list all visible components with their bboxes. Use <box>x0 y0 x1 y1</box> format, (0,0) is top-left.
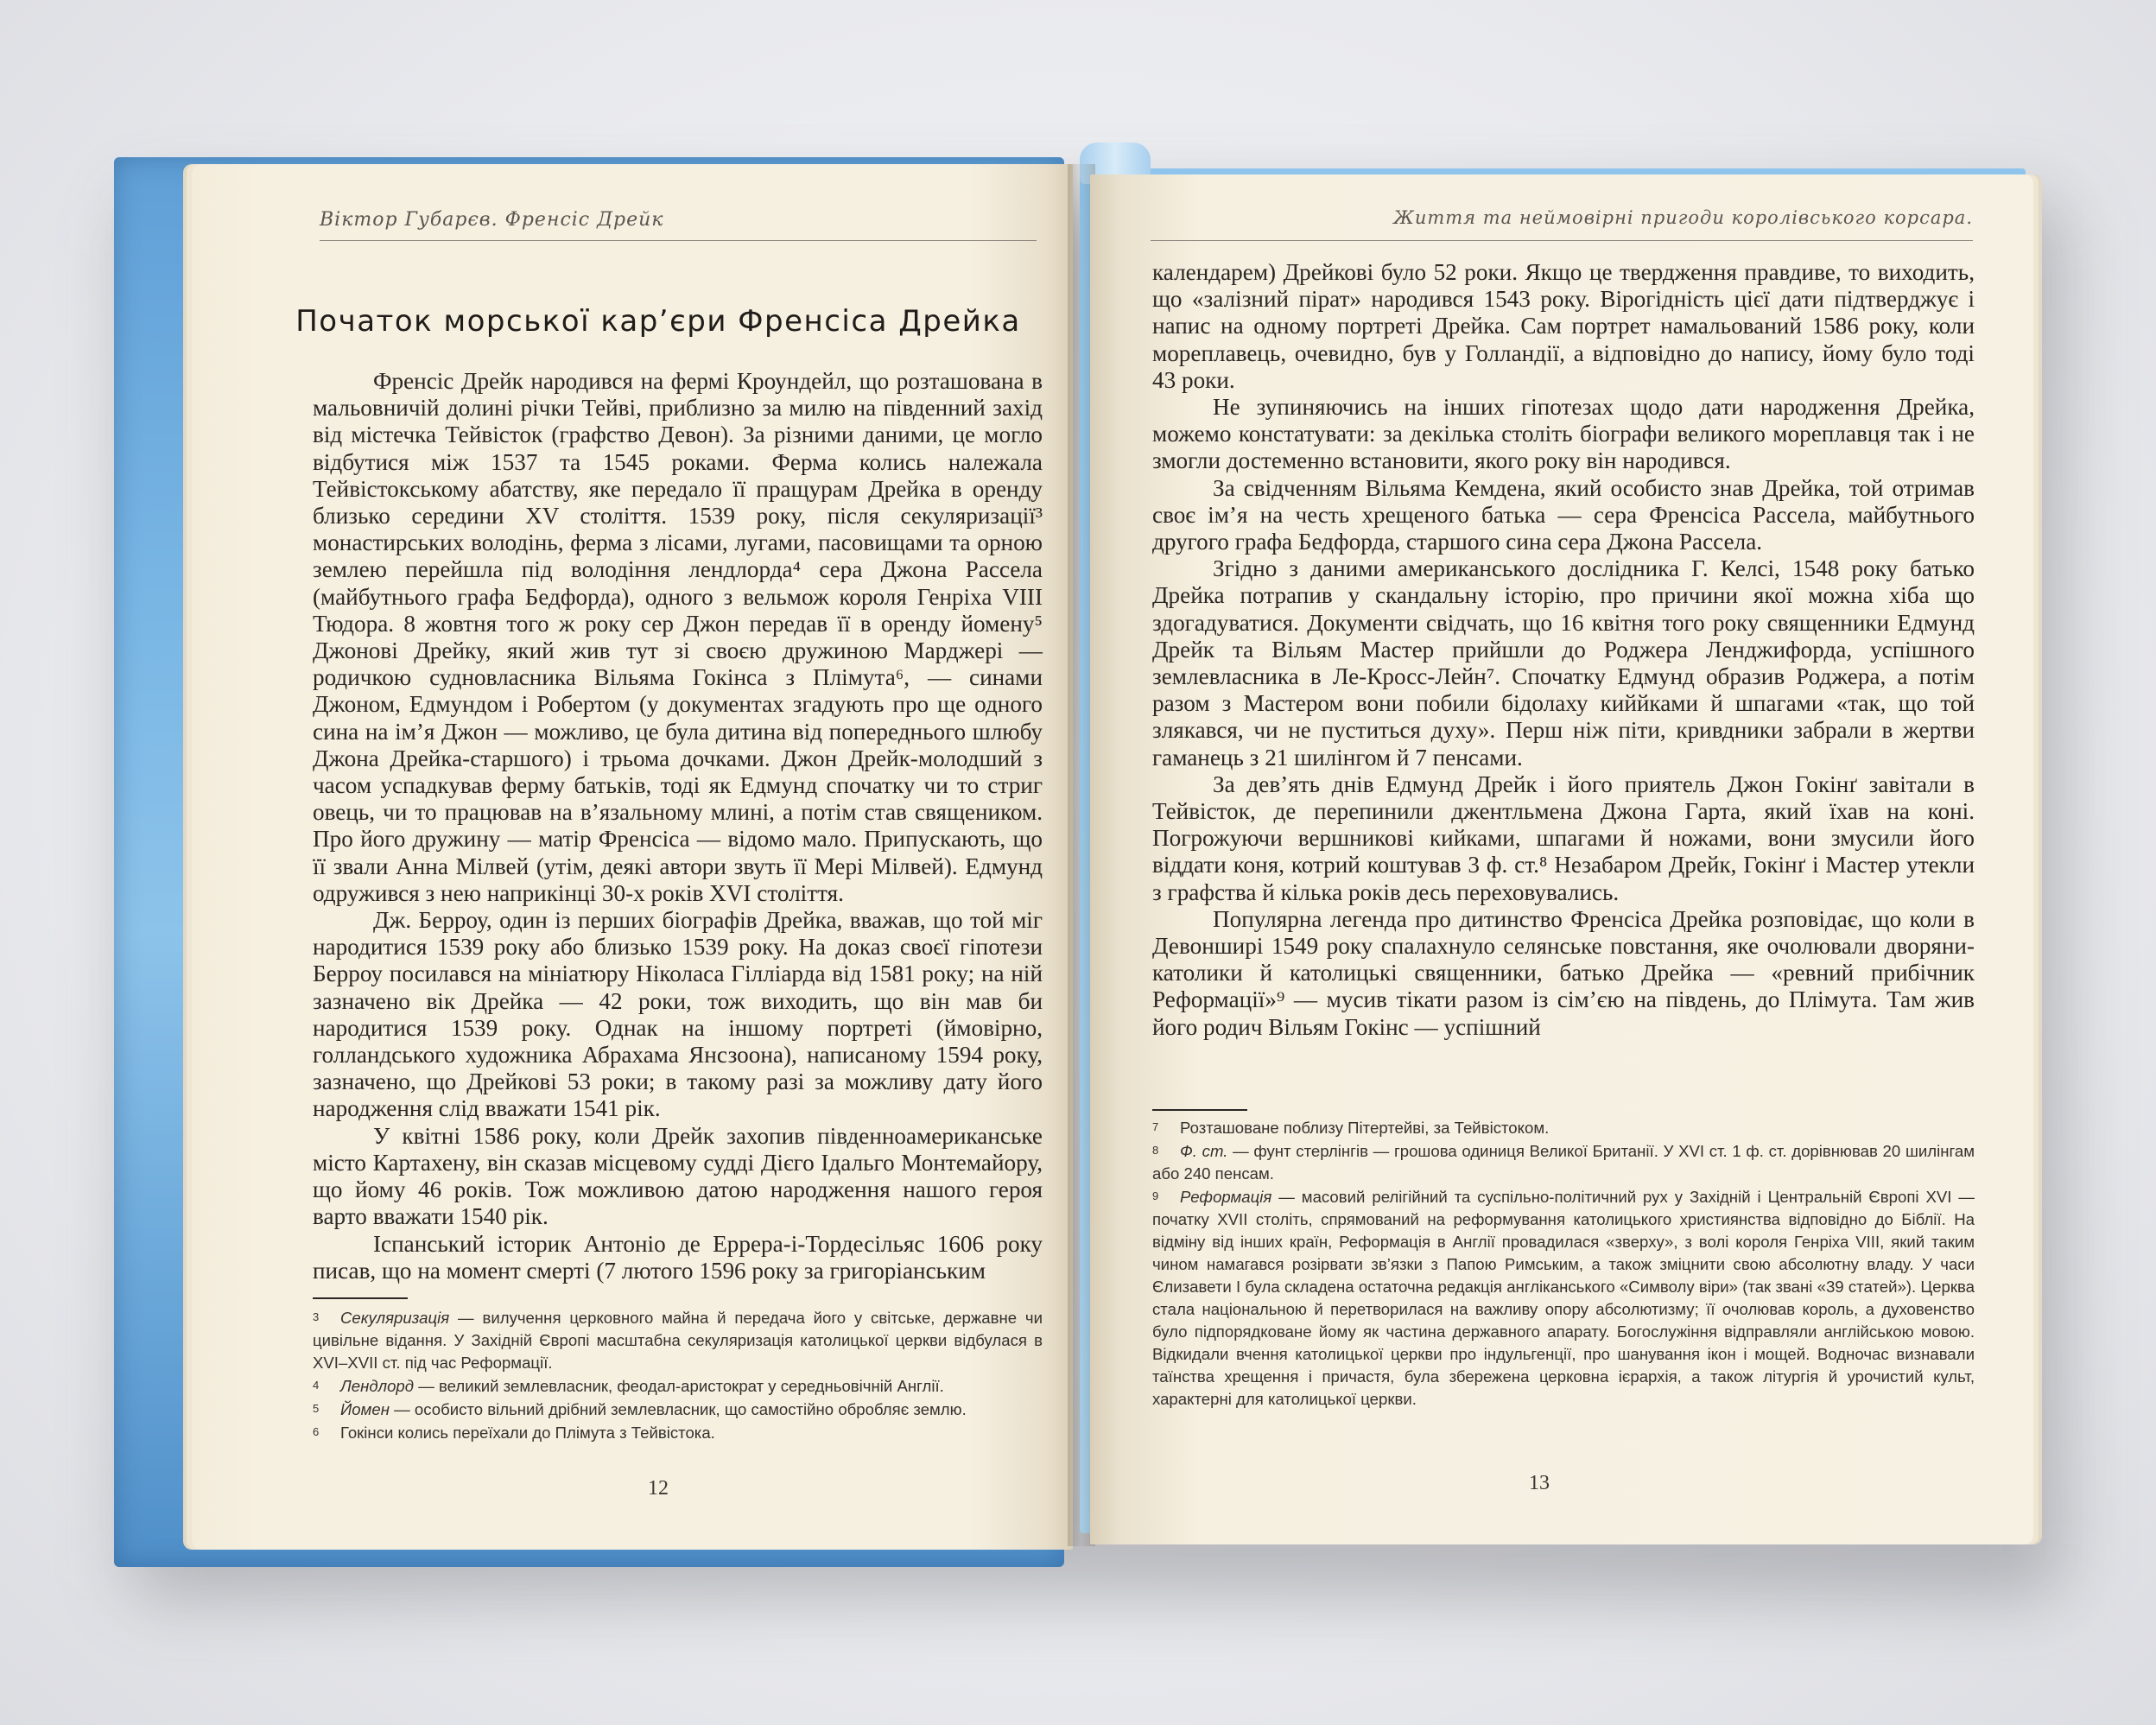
paragraph: Згідно з даними американського дослідника Г. Келсі, 1548 року батько Дрейка потрапив у скандальну історію, про причини якої можна хіба що здогадуватися. Документи свідчать, що 16 квітня того року священники Едмунд Дрейк та Вільям Мастер прийшли до Роджера Ленджифорда, успішного землевласника в Ле-Кросс-Лейн⁷. Спочатку Едмунд образив Роджера, а потім разом з Мастером вони побили бідолаху киййками й шпагами «так, що той злякався, чи не пуститься духу». Перш ніж піти, кривдники забрали в жертви гаманець з 21 шилінгом й 7 пенсами. <box>1152 555 1975 771</box>
header-rule-left <box>320 240 1037 241</box>
paragraph: Дж. Берроу, один із перших біографів Дрейка, вважав, що той міг народитися 1539 року або близько 1539 року. На доказ своєї гіпотези Берроу посилався на мініатюру Ніколаса Гілліарда від 1581 року; на ній зазначено вік Дрейка — 42 роки, тож виходить, що він мав би народитися 1539 року. Однак на іншому портреті (ймовірно, голландського художника Абрахама Янсзоона), написаному 1594 року, зазначено, що Дрейкові 53 роки; в такому разі за можливу дату його народження слід вважати 1541 рік. <box>313 907 1043 1122</box>
paragraph: У квітні 1586 року, коли Дрейк захопив південноамериканське місто Картахену, він сказав місцевому судді Дієго Ідальго Монтемайору, що йому 46 років. Тож можливою датою народження нашого героя варто вважати 1540 рік. <box>313 1122 1043 1230</box>
footnote: 9 Реформація — масовий релігійний та суспільно-політичний рух у Західній і Центральній Європі XVI — початку XVII століть, спрямований на реформування католицького християнства відповідно до Біблії. На відміну від інших країн, Реформація в Англії провадилася «зверху», з волі короля Генріха VIII, який таким чином намагався розірвати зв’язки з Папою Римським, а також зміцнити свою абсолютну владу. У часи Єлизавети I була складена остаточна редакція англіканського «Символу віри» (так звані «39 статей»). Церква стала національною й перетворилася на важливу опору абсолютизму; її очолював король, а духовенство було підпорядковане йому як частина державного апарату. Богослужіння відправляли англійською мовою. Відкидали вчення католицької церкви про індульгенції, про шанування ікон і мощей. Водночас визнавали таїнства хрещення і причастя, була збережена церковна ієрархія, а також літургія й урочистий культ, характерні для католицької церкви. <box>1152 1188 1975 1408</box>
paragraph: Популярна легенда про дитинство Френсіса Дрейка розповідає, що коли в Девонширі 1549 року спалахнуло селянське повстання, яке очолювали дворяни-католики й католицькі священники, батько Дрейка — «ревний прибічник Реформації»⁹ — мусив тікати разом із сім’єю на південь, до Плімута. Там жив його родич Вільям Гокінс — успішний <box>1152 905 1975 1040</box>
paragraph: За свідченням Вільяма Кемдена, який особисто знав Дрейка, той отримав своє ім’я на честь хрещеного батька — сера Френсіса Рассела, майбутнього другого графа Бедфорда, старшого сина сера Джона Рассела. <box>1152 474 1975 555</box>
right-footnotes <box>1152 1116 1975 1411</box>
chapter-title: Початок морської кар’єри Френсіса Дрейка <box>295 304 1021 339</box>
page-number-right: 13 <box>1529 1472 1550 1494</box>
footnote: 6 Гокінси колись переїхали до Плімута з Тейвістока. <box>313 1424 715 1442</box>
footnote-rule-right <box>1152 1109 1247 1111</box>
running-head-right: Життя та неймовірні пригоди королівського корсара. <box>1393 207 1973 228</box>
running-head-left: Віктор Губарєв. Френсіс Дрейк <box>320 209 664 231</box>
paragraph: За дев’ять днів Едмунд Дрейк і його приятель Джон Гокінґ завітали в Тейвісток, де перепинили джентльмена Джона Гарта, який їхав на коні. Погрожуючи вершникові кийками, шпагами й ножами, вони змусили його віддати коня, котрий коштував 3 ф. ст.⁸ Незабаром Дрейк, Гокінґ і Мастер утекли з графства й кілька років десь переховувались. <box>1152 771 1975 905</box>
paragraph: Френсіс Дрейк народився на фермі Кроундейл, що розташована в мальовничій долині річки Тейві, приблизно за милю на південний захід від містечка Тейвісток (графство Девон). За різними даними, це могло відбутися між 1537 та 1545 роками. Ферма колись належала Тейвістокському абатству, яке передало її пращурам Дрейка в оренду близько середини XV століття. 1539 року, після секуляризації³ монастирських володінь, ферма з лісами, лугами, пасовищами та орною землею перейшла під володіння лендлорда⁴ сера Джона Рассела (майбутнього графа Бедфорда), одного з вельмож короля Генріха VIII Тюдора. 8 жовтня того ж року сер Джон передав її в оренду йомену⁵ Джонові Дрейку, який жив тут зі своєю дружиною Марджері — родичкою судновласника Вільяма Гокінса з Плімута⁶, — синами Джоном, Едмундом і Робертом (у документах згадують про ще одного сина на ім’я Джон — можливо, це була дитина від попереднього шлюбу Джона Дрейка-старшого) і трьома дочками. Джон Дрейк-молодший з часом успадкував ферму батьків, тоді як Едмунд спочатку чи то стриг овець, чи то працював на в’язальному млині, а потім став священиком. Про його дружину — матір Френсіса — відомо мало. Припускають, що її звали Анна Мілвей (утім, деякі автори звуть її Мері Мілвей). Едмунд одружився з нею наприкінці 30-х років XVI століття. <box>313 368 1043 906</box>
footnote: 7 Розташоване поблизу Пітертейві, за Тейвістоком. <box>1152 1119 1550 1137</box>
page-number-left: 12 <box>648 1477 669 1500</box>
right-page <box>1090 174 2033 1544</box>
footnote: 8 Ф. ст. — фунт стерлінгів — грошова одиниця Великої Британії. У XVI ст. 1 ф. ст. дорівнював 20 шилінгам або 240 пенсам. <box>1152 1142 1975 1183</box>
left-page <box>192 164 1073 1550</box>
paragraph: календарем) Дрейкові було 52 роки. Якщо це твердження правдиве, то виходить, що «залізний пірат» народився 1543 року. Вірогідність цієї дати підтверджує і напис на одному портреті Дрейка. Сам портрет намальований 1586 року, коли мореплавець, очевидно, був у Голландії, а відповідно до напису, йому було тоді 43 роки. <box>1152 259 1975 393</box>
right-body-text <box>1152 259 1975 1261</box>
left-footnotes <box>313 1306 1043 1444</box>
footnote: 4 Лендлорд — великий землевласник, феодал-аристократ у середньовічній Англії. <box>313 1377 944 1395</box>
footnote: 3 Секуляризація — вилучення церковного майна й передача його у світське, державне чи цивільне відання. У Західній Європі масштабна секуляризація католицької церкви відбулася в XVI–XVII ст. під час Реформації. <box>313 1309 1043 1372</box>
paragraph: Не зупиняючись на інших гіпотезах щодо дати народження Дрейка, можемо констатувати: за декілька століть біографи великого мореплавця так і не змогли достеменно встановити, якого року він народився. <box>1152 394 1975 474</box>
footnote: 5 Йомен — особисто вільний дрібний землевласник, що самостійно обробляє землю. <box>313 1400 967 1418</box>
paragraph: Іспанський історик Антоніо де Еррера-і-Тордесільяс 1606 року писав, що на момент смерті (7 лютого 1596 року за григоріанським <box>313 1230 1043 1284</box>
left-body-text <box>313 368 1043 1456</box>
footnote-rule-left <box>313 1297 408 1299</box>
header-rule-right <box>1151 240 1973 241</box>
